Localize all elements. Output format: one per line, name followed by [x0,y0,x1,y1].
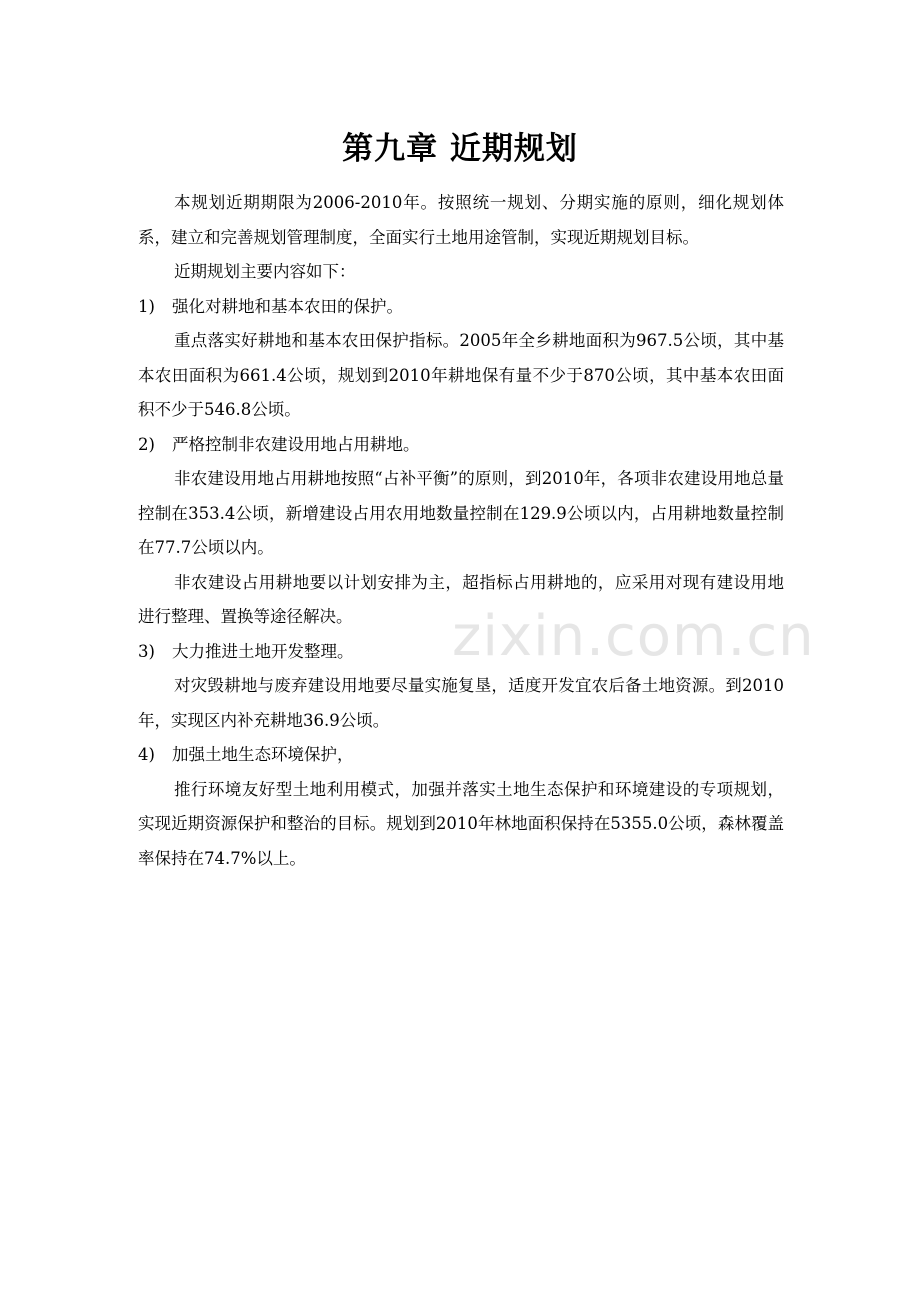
list-item-paragraph: 推行环境友好型土地利用模式，加强并落实土地生态保护和环境建设的专项规划，实现近期资源保护和整治的目标。规划到2010年林地面积保持在5355.0公顷，森林覆盖率保持在74.7%以上。 [138,779,784,868]
list-item-heading-text: 严格控制非农建设用地占用耕地。 [172,434,420,454]
list-item-heading [138,428,784,463]
list-item-heading [138,738,784,773]
list-item-heading-text: 大力推进土地开发整理。 [172,641,354,661]
list-item-heading-text: 加强土地生态环境保护， [172,745,354,764]
chapter-title: 第九章 近期规划 [342,131,578,167]
list-item-heading-text: 强化对耕地和基本农田的保护。 [172,296,403,316]
main-content-paragraph: 近期规划主要内容如下： [174,262,356,281]
list-item-number: 4) [138,745,155,764]
list-item-number: 3) [138,641,155,661]
watermark: zixin.com.cn [452,604,815,669]
intro-paragraph: 本规划近期期限为2006-2010年。按照统一规划、分期实施的原则，细化规划体系，建立和完善规划管理制度，全面实行土地用途管制，实现近期规划目标。 [138,193,784,247]
list-item-heading [138,290,784,325]
list-item-paragraph: 对灾毁耕地与废弃建设用地要尽量实施复垦，适度开发宜农后备土地资源。到2010年，实现区内补充耕地36.9公顷。 [138,676,784,730]
list-item-number: 2) [138,434,155,454]
list-item-paragraph: 非农建设用地占用耕地按照“占补平衡”的原则，到2010年，各项非农建设用地总量控制在353.4公顷，新增建设占用农用地数量控制在129.9公顷以内，占用耕地数量控制在77.7公顷以内。 [138,469,784,557]
document-body [138,186,784,876]
list-item-paragraph: 非农建设占用耕地要以计划安排为主，超指标占用耕地的，应采用对现有建设用地进行整理、置换等途径解决。 [138,572,784,626]
list-item-paragraph: 重点落实好耕地和基本农田保护指标。2005年全乡耕地面积为967.5公顷，其中基本农田面积为661.4公顷，规划到2010年耕地保有量不少于870公顷，其中基本农田面积不少于546.8公顷。 [138,331,784,419]
list-item-heading [138,635,784,670]
list-item-number: 1) [138,296,155,316]
